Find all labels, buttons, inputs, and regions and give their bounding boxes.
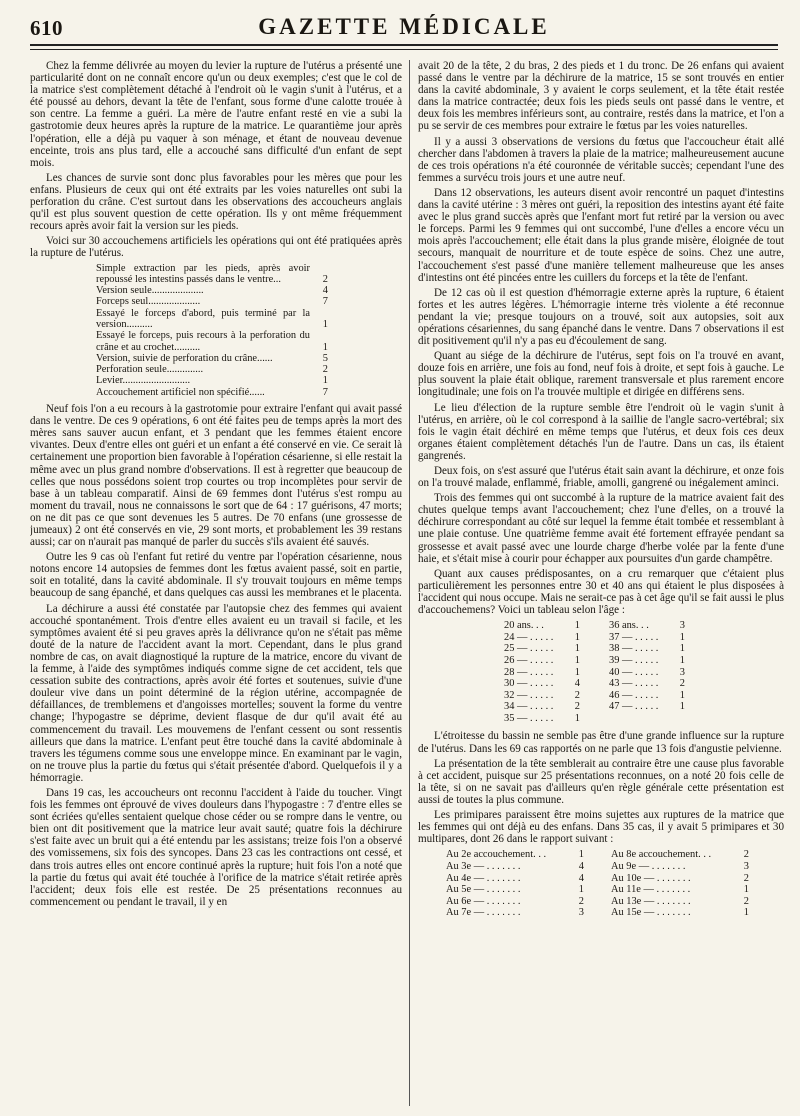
order-cell: Au 2e accouchement. . .	[446, 849, 547, 861]
table-row	[446, 861, 611, 873]
table-row	[609, 643, 714, 655]
list-item-label: Version, suivie de perforation du crâne......	[96, 352, 273, 364]
paragraph: Outre les 9 cas où l'enfant fut retiré du ventre par l'opération césarienne, nous notons encore 14 autopsies de femmes dont les fœtus avaient passé, soit en partie, soit en totalité, dans la cavité abdominale. Il s'y trouvait toujours en même temps beaucoup de sang épanché, et dans quelques cas aussi les membranes et le placenta.	[30, 551, 402, 600]
age-cell: 26 — . . . . .	[504, 654, 554, 666]
count-cell: 1	[578, 884, 584, 896]
paragraph: Le lieu d'élection de la rupture semble être l'endroit où le vagin s'unit à l'utérus, en arrière, où le col correspond à la saillie de l'angle sacro-vertébral; six fois le vagin était déchiré en même temps que l'utérus, et deux fois ces deux organes étaient complètement détachés l'un de l'autre. Dans un cas, ils étaient gangrenés.	[418, 401, 784, 462]
list-item-count: 1	[322, 375, 328, 387]
order-cell: Au 15e — . . . . . . .	[611, 907, 691, 919]
age-table-column	[609, 620, 714, 724]
table-row	[609, 655, 714, 667]
list-item-label: Essayé le forceps d'abord, puis terminé par la version..........	[96, 307, 310, 330]
age-cell: 35 — . . . . .	[504, 712, 554, 724]
age-cell: 43 — . . . . .	[609, 678, 659, 690]
paragraph: Il y a aussi 3 observations de versions du fœtus que l'accoucheur était allé chercher dans l'abdomen à travers la plaie de la matrice; malheureusement aucune de ces trois opérations n'a été couronnée de véritable succès; cependant l'une des femmes a survécu trois jours et une autre neuf.	[418, 135, 784, 184]
count-cell: 1	[679, 643, 685, 655]
age-cell: 25 — . . . . .	[504, 643, 554, 655]
page-number: 610	[30, 16, 63, 40]
age-cell: 46 — . . . . .	[609, 689, 659, 701]
table-row	[609, 632, 714, 644]
age-cell: 20 ans. . .	[504, 620, 544, 632]
table-row	[504, 667, 609, 679]
table-row	[609, 620, 714, 632]
order-cell: Au 9e — . . . . . . .	[611, 860, 686, 872]
count-cell: 2	[743, 849, 749, 861]
table-row	[504, 632, 609, 644]
paragraph: La déchirure a aussi été constatée par l'autopsie chez des femmes qui avaient accouché spontanément. Trois d'entre elles avaient eu un travail si facile, et les symptômes avaient été si peu graves après la délivrance qu'on ne s'était pas même douté de la nature de l'accident avant la mort. Cependant, dans le plus grand nombre de cas, on avait diagnostiqué la rupture de la matrice, encore du vivant de la femme, à l'aide des symptômes indiqués comme signe de cet accident, tels que cessation subite des contractions, après avoir été fortes et soutenues, suivie d'une douleur vive dans un point déterminé de la région utérine, accompagnée de défaillances, de tremblemens et d'angoisses mortelles; souvent la forme du ventre change; l'hypogastre se déprime, devient flasque de dur qu'il avait été au commencement du travail. Les mouvemens de l'enfant cessent ou sont ressentis ailleurs que dans la matrice. L'enfant peut être touché dans la cavité abdominale à travers les tégumens comme sous une enveloppe mince. En examinant par le vagin, on ne trouve plus la partie du fœtus qui s'était présentée d'abord. Quelquefois il y a hémorragie.	[30, 602, 402, 784]
order-cell: Au 10e — . . . . . . .	[611, 872, 691, 884]
age-cell: 28 — . . . . .	[504, 666, 554, 678]
table-row	[609, 690, 714, 702]
list-item-count: 2	[322, 273, 328, 285]
paragraph: Les chances de survie sont donc plus favorables pour les mères que pour les enfans. Plusieurs de ceux qui ont été extraits par les voies naturelles ont subi la perforation du crâne. C'est surtout dans les observations des accoucheurs anglais qu'il est plus souvent question de cette opération. Ils y ont même fréquemment recours après avoir fait la version sur les pieds.	[30, 171, 402, 233]
count-cell: 1	[743, 907, 749, 919]
list-item-label: Levier..........................	[96, 375, 191, 387]
order-cell: Au 13e — . . . . . . .	[611, 895, 691, 907]
table-row	[504, 701, 609, 713]
order-cell: Au 4e — . . . . . . .	[446, 872, 521, 884]
table-row	[446, 873, 611, 885]
count-cell: 1	[578, 849, 584, 861]
list-item-label: Essayé le forceps, puis recours à la perforation du crâne et au crochet..........	[96, 330, 310, 353]
list-item	[96, 263, 328, 286]
table-row	[611, 861, 776, 873]
table-row	[609, 667, 714, 679]
age-cell: 24 — . . . . .	[504, 631, 554, 643]
count-cell: 1	[679, 701, 685, 713]
paragraph: L'étroitesse du bassin ne semble pas être d'une grande influence sur la rupture de l'utérus. Dans les 69 cas rapportés on ne parle que 13 fois d'angustie pelvienne.	[418, 730, 784, 755]
paragraph: Chez la femme délivrée au moyen du levier la rupture de l'utérus a présenté une particularité dont on ne connaît encore qu'un ou deux exemples; c'est que le col de la matrice s'est complètement détaché à l'endroit où le vagin s'unit à l'utérus, et a été poussé au dehors, devant la tête de l'enfant, sous forme d'une calotte trouée à son centre. La femme a guéri. La mère de l'autre enfant resté en vie a subi la gastrotomie deux heures après la rupture de la matrice. Le quarantième jour après l'opération, elle a déjà pu vaquer à son ménage, et étant de nouveau devenue enceinte, trois ans plus tard, elle a accouché sans difficulté d'un enfant de sept mois.	[30, 60, 402, 169]
left-column	[30, 60, 402, 1108]
table-row	[446, 849, 611, 861]
table-row	[446, 907, 611, 919]
list-item-count: 1	[322, 318, 328, 330]
list-item-label: Perforation seule..............	[96, 364, 204, 376]
table-row	[504, 713, 609, 725]
paragraph: Voici sur 30 accouchemens artificiels les opérations qui ont été pratiquées après la rupture de l'utérus.	[30, 235, 402, 260]
count-cell: 2	[574, 701, 580, 713]
count-cell: 4	[578, 860, 584, 872]
header-rule-thin	[30, 49, 778, 50]
count-cell: 1	[679, 689, 685, 701]
paragraph: avait 20 de la tête, 2 du bras, 2 des pieds et 1 du tronc. De 26 enfans qui avaient passé dans le ventre par la déchirure de la matrice, 15 se sont trouvés en entier dans la cavité abdominale, 3 y avaient le corps seulement, et la tête était restée dans la matrice contractée; deux fois les pieds seuls ont passé dans le ventre, et deux fois les membres inférieurs sont, au contraire, restés dans la matrice, et l'on a pu se servir de ces membres pour extraire le fœtus par les voies naturelles.	[418, 60, 784, 133]
list-item-label: Simple extraction par les pieds, après avoir repoussé les intestins passés dans le ventre...	[96, 262, 310, 285]
journal-title: GAZETTE MÉDICALE	[258, 14, 550, 39]
age-table	[504, 620, 714, 724]
table-row	[611, 896, 776, 908]
table-row	[504, 690, 609, 702]
list-item	[96, 296, 328, 307]
count-cell: 4	[578, 872, 584, 884]
paragraph: De 12 cas où il est question d'hémorragie externe après la rupture, 6 étaient fortes et les autres légères. L'hémorragie interne très violente a été reconnue pendant la vie; presque toujours on a trouvé, soit aux autopsies, soit aux opérations césariennes, du sang épanché dans le ventre. Dans 7 observations il est dit positivement qu'il n'y a pas eu d'écoulement de sang.	[418, 286, 784, 348]
table-row	[611, 907, 776, 919]
order-cell: Au 3e — . . . . . . .	[446, 860, 521, 872]
count-cell: 1	[574, 712, 580, 724]
list-item	[96, 353, 328, 364]
table-row	[446, 884, 611, 896]
count-cell: 3	[679, 620, 685, 632]
count-cell: 2	[578, 895, 584, 907]
count-cell: 2	[743, 895, 749, 907]
paragraph: Quant aux causes prédisposantes, on a cru remarquer que c'étaient plus particulièrement les personnes entre 30 et 40 ans qui étaient le plus disposées à l'accident qui nous occupe. Mais ne serait-ce pas à cet âge qu'il se fait aussi le plus d'accouchemens? Voici un tableau selon l'âge :	[418, 567, 784, 617]
age-cell: 32 — . . . . .	[504, 689, 554, 701]
table-row	[504, 678, 609, 690]
age-cell: 30 — . . . . .	[504, 678, 554, 690]
paragraph: Deux fois, on s'est assuré que l'utérus était sain avant la déchirure, et onze fois on l'a trouvé malade, enflammé, friable, amolli, gangrené ou inégalement aminci.	[418, 465, 784, 490]
list-item	[96, 285, 328, 296]
table-row	[504, 655, 609, 667]
age-cell: 47 — . . . . .	[609, 701, 659, 713]
count-cell: 1	[679, 654, 685, 666]
table-row	[446, 896, 611, 908]
order-table-column	[611, 849, 776, 919]
count-cell: 2	[574, 689, 580, 701]
list-item-count: 4	[322, 285, 328, 297]
table-row	[611, 873, 776, 885]
count-cell: 1	[574, 654, 580, 666]
count-cell: 3	[743, 860, 749, 872]
list-item-label: Version seule....................	[96, 285, 204, 297]
count-cell: 1	[574, 666, 580, 678]
list-item	[96, 375, 328, 386]
paragraph: Neuf fois l'on a eu recours à la gastrotomie pour extraire l'enfant qui avait passé dans le ventre. De ces 9 opérations, 6 ont été faites peu de temps après la mort des mères sans sauver aucun enfant, et 3 pendant que les femmes étaient encore vivantes. Deux d'entre elles ont guéri et un enfant a été conservé en vie. Ce serait là certainement une proportion bien favorable à l'opération césarienne, si elle restait la même avec un plus grand nombre d'observations. Il est à regretter que beaucoup de celles que nous possédons soient trop courtes ou trop incomplètes pour servir de base à un tableau comparatif. Ainsi de 69 femmes dont l'utérus s'est rompu au moment du travail, nous ne connaissons le sort que de 64 : 17 guérisons, 47 morts; on ne dit pas ce que sont devenues les 5 autres. De 70 enfans (une grossesse de jumeaux) 2 ont été conservés en vie, 29 sont morts, et probablement les 39 restans aussi; car on n'aurait pas manqué de parler du succès s'ils avaient été sauvés.	[30, 403, 402, 549]
count-cell: 1	[743, 884, 749, 896]
list-item-count: 7	[322, 386, 328, 398]
header-rule	[30, 44, 778, 46]
count-cell: 3	[679, 666, 685, 678]
age-cell: 36 ans. . .	[609, 620, 649, 632]
list-item	[96, 330, 328, 353]
order-table-column	[446, 849, 611, 919]
list-item-label: Forceps seul....................	[96, 296, 201, 308]
count-cell: 1	[574, 620, 580, 632]
table-row	[611, 884, 776, 896]
paragraph: Les primipares paraissent être moins sujettes aux ruptures de la matrice que les femmes qui ont déjà eu des enfans. Dans 35 cas, il y avait 5 primipares et 30 multipares, dont 26 dans le rapport suivant :	[418, 809, 784, 846]
paragraph: Trois des femmes qui ont succombé à la rupture de la matrice avaient fait des chutes quelque temps avant l'accouchement; chez l'une d'elles, on a trouvé la déchirure correspondant au côté sur lequel la femme était tombée et ressemblant à une plaie contuse. Une quatrième femme avait été fortement effrayée pendant sa grossesse et avait passé avec une lourde charge d'herbe volée par la fente d'une haie, et s'était mise à courir pour échapper aux poursuites d'un garde champêtre.	[418, 492, 784, 565]
list-item	[96, 364, 328, 375]
count-cell: 1	[574, 631, 580, 643]
age-cell: 37 — . . . . .	[609, 631, 659, 643]
order-cell: Au 7e — . . . . . . .	[446, 907, 521, 919]
table-row	[609, 701, 714, 713]
paragraph: La présentation de la tête semblerait au contraire être une cause plus favorable à cet accident, puisque sur 25 présentations reconnues, on a noté 20 fois celle de la tête, si on ne savait pas d'ailleurs qu'en règle générale cette présentation est aussi de toutes la plus commune.	[418, 757, 784, 806]
age-cell: 38 — . . . . .	[609, 643, 659, 655]
childbirth-order-table	[446, 849, 776, 919]
order-cell: Au 8e accouchement. . .	[611, 849, 712, 861]
count-cell: 1	[574, 643, 580, 655]
order-cell: Au 5e — . . . . . . .	[446, 884, 521, 896]
paragraph: Quant au siége de la déchirure de l'utérus, sept fois on l'a trouvé en avant, douze fois en arrière, une fois au fond, neuf fois à droite, et sept fois à gauche. Le plus souvent la plaie était oblique, rarement transversale et plus rarement encore longitudinale; une fois on l'a trouvée multiple et dirigée en différens sens.	[418, 350, 784, 399]
count-cell: 2	[679, 678, 685, 690]
table-row	[609, 678, 714, 690]
table-row	[611, 849, 776, 861]
list-item	[96, 308, 328, 331]
list-item	[96, 387, 328, 398]
table-row	[504, 620, 609, 632]
paragraph: Dans 12 observations, les auteurs disent avoir rencontré un paquet d'intestins dans la cavité utérine : 3 mères ont guéri, la reposition des intestins ayant été faite avec le plus grand succès après que l'enfant mort fut retiré par la version ou avec le forceps. Parmi les 9 femmes qui ont succombé, l'une d'elles a encore vécu un mois après l'accouchement; elle était dans la plus grande misère, éloignée de tout secours, manquait de nourriture et de toute espèce de soins. Chez une autre, l'accouchement s'est passé d'une manière tellement malheureuse que les anses d'intestins ont été pincées entre les cuillers du forceps et la tête de l'enfant.	[418, 186, 784, 284]
age-cell: 34 — . . . . .	[504, 701, 554, 713]
column-divider	[409, 60, 410, 1106]
list-item-count: 7	[322, 296, 328, 308]
list-item-count: 2	[322, 364, 328, 376]
list-item-label: Accouchement artificiel non spécifié......	[96, 386, 265, 398]
count-cell: 4	[574, 678, 580, 690]
list-item-count: 1	[322, 341, 328, 353]
table-row	[504, 643, 609, 655]
count-cell: 2	[743, 872, 749, 884]
order-cell: Au 11e — . . . . . . .	[611, 884, 691, 896]
list-item-count: 5	[322, 352, 328, 364]
operations-list	[96, 263, 328, 399]
age-cell: 40 — . . . . .	[609, 666, 659, 678]
right-column	[418, 60, 784, 1108]
order-cell: Au 6e — . . . . . . .	[446, 895, 521, 907]
count-cell: 3	[578, 907, 584, 919]
count-cell: 1	[679, 631, 685, 643]
paragraph: Dans 19 cas, les accoucheurs ont reconnu l'accident à l'aide du toucher. Vingt fois les femmes ont éprouvé de vives douleurs dans l'hypogastre : 7 d'entre elles se sont écriées qu'elles sentaient quelque chose céder ou se rompre dans le ventre, ou bien ont dit positivement que la matrice leur avait sauté; quatre fois la déchirure s'est faite avec un bruit qui a été entendu par les assistans; treize fois l'on a observé des vomissemens, six fois des syncopes. Dans 23 cas les contractions ont cessé, et dans trois autres elles ont encore continué après la rupture; huit fois l'on a noté que la partie du fœtus qui avait été touchée à l'orifice de la matrice s'était retirée après l'accident; deux fois elle est restée. De 25 présentations reconnues au commencement ou pendant le travail, il y en	[30, 786, 402, 908]
age-table-column	[504, 620, 609, 724]
age-cell: 39 — . . . . .	[609, 654, 659, 666]
